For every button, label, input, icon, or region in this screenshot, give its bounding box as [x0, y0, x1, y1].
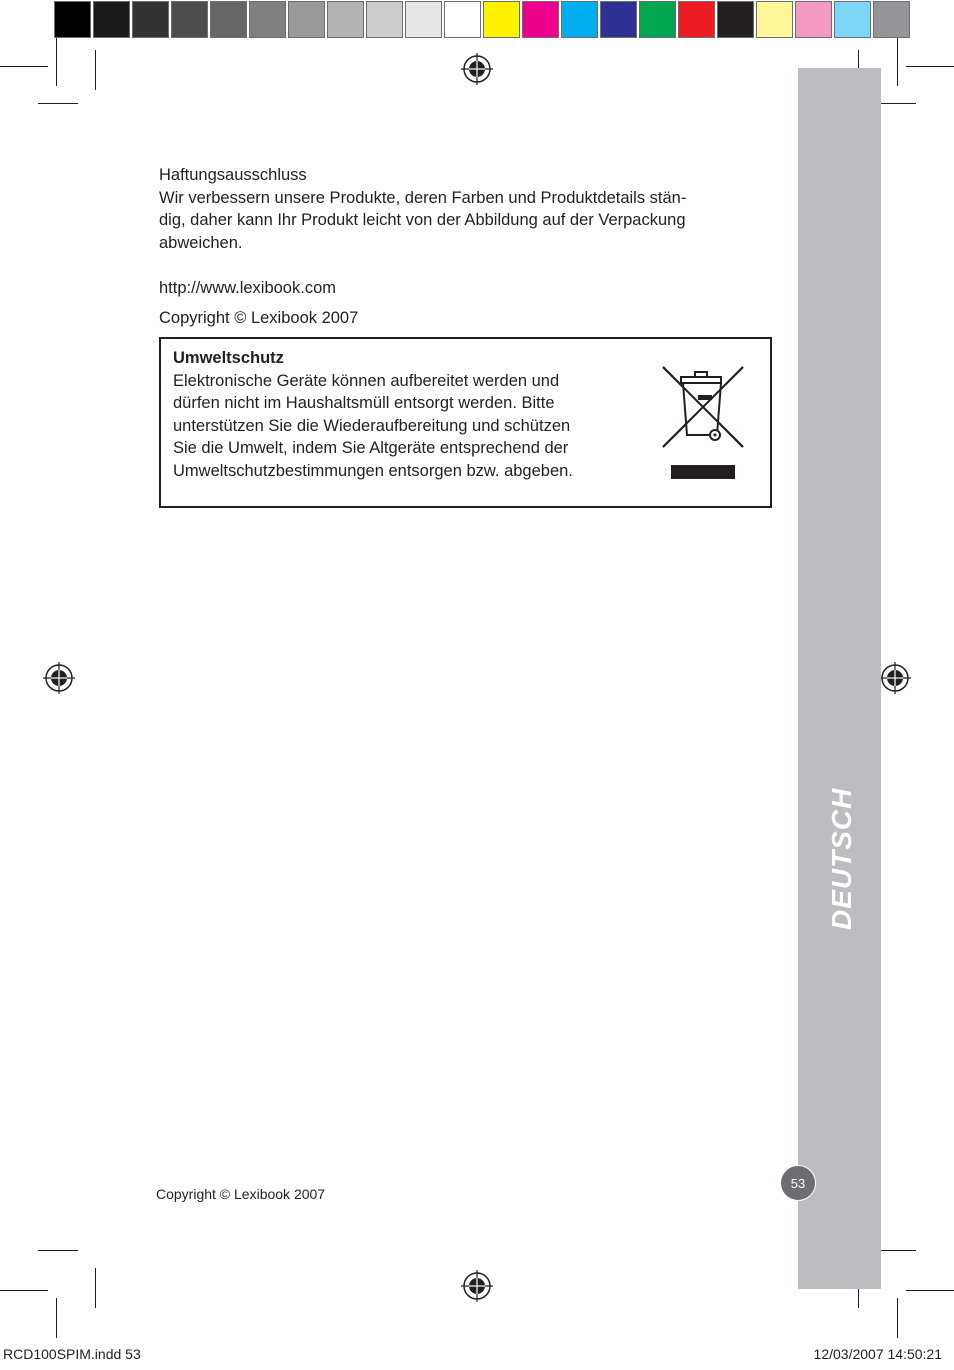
crop-mark [38, 103, 78, 104]
color-swatch [288, 1, 325, 38]
environment-text-line: Elektronische Geräte können aufbereitet werden und [173, 371, 560, 390]
color-swatch [327, 1, 364, 38]
registration-mark-icon [461, 53, 493, 85]
slug-timestamp: 12/03/2007 14:50:21 [813, 1346, 942, 1362]
copyright-text: Copyright © Lexibook 2007 [159, 309, 359, 327]
color-swatch [873, 1, 910, 38]
disclaimer-heading: Haftungsausschluss [159, 166, 307, 184]
website-link[interactable]: http://www.lexibook.com [159, 279, 336, 297]
crop-mark [897, 1298, 898, 1338]
color-swatch [639, 1, 676, 38]
crop-mark [876, 1250, 916, 1251]
language-tab-label: DEUTSCH [826, 787, 857, 930]
slug-filename: RCD100SPIM.indd 53 [3, 1346, 141, 1362]
color-swatch [834, 1, 871, 38]
color-swatch [93, 1, 130, 38]
color-swatch [483, 1, 520, 38]
color-swatch [756, 1, 793, 38]
color-swatch [561, 1, 598, 38]
language-side-tab [798, 68, 881, 1289]
color-swatch [522, 1, 559, 38]
crop-mark [56, 1298, 57, 1338]
disclaimer-text-line: Wir verbessern unsere Produkte, deren Farben und Produktdetails stän- [159, 188, 687, 207]
color-swatch [366, 1, 403, 38]
color-swatch [600, 1, 637, 38]
color-swatch [795, 1, 832, 38]
crop-mark [95, 50, 96, 90]
environment-text-line: Umweltschutzbestimmungen entsorgen bzw. abgeben. [173, 461, 573, 480]
color-swatch [210, 1, 247, 38]
crop-mark [0, 66, 48, 67]
disclaimer-text-line: abweichen. [159, 233, 243, 252]
environment-text-line: dürfen nicht im Haushaltsmüll entsorgt werden. Bitte [173, 394, 555, 412]
color-swatch [717, 1, 754, 38]
environment-text-block [173, 347, 643, 482]
color-swatch [132, 1, 169, 38]
page-number-badge: 53 [780, 1165, 816, 1201]
disclaimer-text-line: dig, daher kann Ihr Produkt leicht von der Abbildung auf der Verpackung [159, 211, 686, 229]
crop-mark [38, 1250, 78, 1251]
environment-title: Umweltschutz [173, 349, 284, 367]
environment-text-line: unterstützen Sie die Wiederaufbereitung und schützen [173, 416, 571, 435]
crop-mark [876, 103, 916, 104]
crop-mark [906, 66, 954, 67]
crop-mark [906, 1290, 954, 1291]
footer-copyright: Copyright © Lexibook 2007 [156, 1186, 326, 1202]
color-calibration-bar [483, 1, 912, 38]
environment-notice-box [159, 337, 772, 508]
registration-mark-icon [43, 662, 75, 694]
color-swatch [444, 1, 481, 38]
registration-mark-icon [461, 1270, 493, 1302]
crop-mark [0, 1290, 48, 1291]
color-swatch [405, 1, 442, 38]
crop-mark [95, 1268, 96, 1308]
crossed-out-wheelie-bin-icon [661, 365, 745, 485]
crop-mark [897, 38, 898, 86]
environment-text-line: Sie die Umwelt, indem Sie Altgeräte entsprechend der [173, 439, 569, 457]
disclaimer-section [159, 164, 769, 254]
color-swatch [249, 1, 286, 38]
color-swatch [54, 1, 91, 38]
registration-mark-icon [879, 662, 911, 694]
grayscale-calibration-bar [54, 1, 483, 38]
color-swatch [171, 1, 208, 38]
color-swatch [678, 1, 715, 38]
crop-mark [56, 38, 57, 86]
